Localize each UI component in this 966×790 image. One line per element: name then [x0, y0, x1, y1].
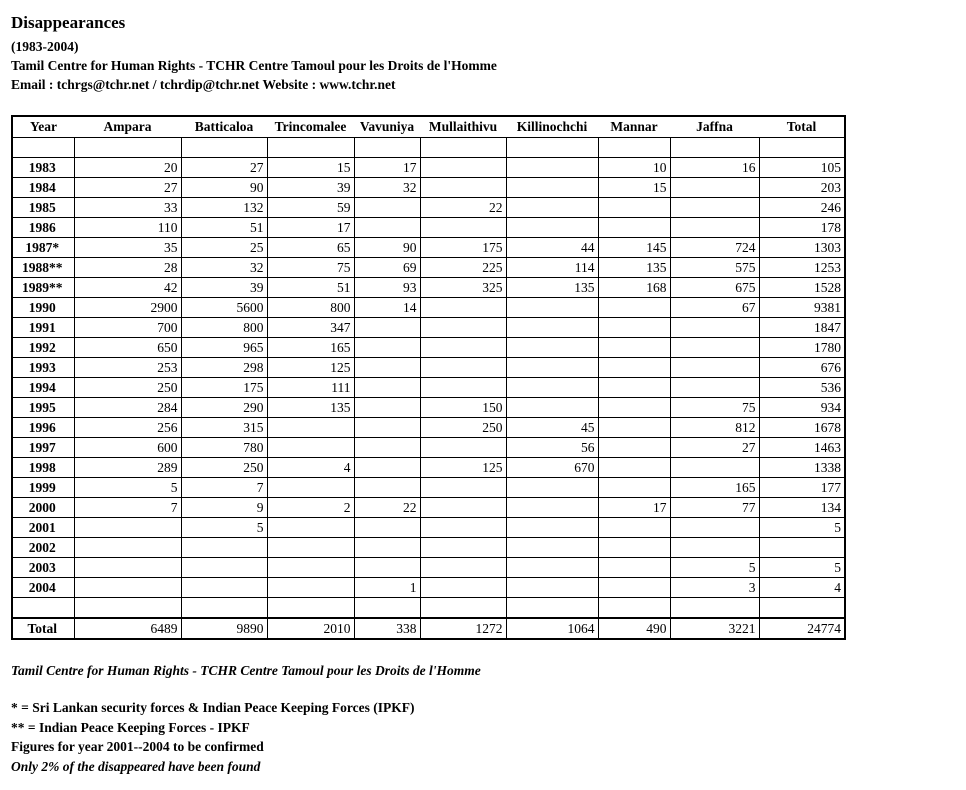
value-cell	[506, 298, 598, 318]
value-cell	[598, 558, 670, 578]
value-cell	[506, 198, 598, 218]
value-cell	[420, 298, 506, 318]
column-header: Vavuniya	[354, 116, 420, 138]
value-cell	[598, 318, 670, 338]
value-cell	[506, 558, 598, 578]
value-cell: 105	[759, 158, 845, 178]
year-cell: 1994	[12, 378, 74, 398]
value-cell: 17	[267, 218, 354, 238]
column-header: Trincomalee	[267, 116, 354, 138]
table-row	[12, 438, 845, 458]
value-cell: 9890	[181, 618, 267, 639]
value-cell: 490	[598, 618, 670, 639]
value-cell	[598, 478, 670, 498]
value-cell: 284	[74, 398, 181, 418]
value-cell	[598, 518, 670, 538]
value-cell: 39	[181, 278, 267, 298]
table-row	[12, 398, 845, 418]
value-cell: 800	[181, 318, 267, 338]
value-cell: 256	[74, 418, 181, 438]
value-cell: 90	[354, 238, 420, 258]
value-cell: 145	[598, 238, 670, 258]
value-cell	[420, 538, 506, 558]
spacer-cell	[420, 138, 506, 158]
value-cell: 165	[670, 478, 759, 498]
value-cell: 132	[181, 198, 267, 218]
value-cell: 75	[670, 398, 759, 418]
value-cell	[267, 478, 354, 498]
value-cell	[420, 478, 506, 498]
value-cell: 15	[598, 178, 670, 198]
value-cell	[420, 318, 506, 338]
value-cell: 150	[420, 398, 506, 418]
value-cell: 10	[598, 158, 670, 178]
value-cell	[354, 318, 420, 338]
value-cell: 1253	[759, 258, 845, 278]
year-cell: 1987*	[12, 238, 74, 258]
value-cell: 289	[74, 458, 181, 478]
value-cell	[354, 518, 420, 538]
value-cell: 203	[759, 178, 845, 198]
year-cell: 1985	[12, 198, 74, 218]
value-cell	[670, 178, 759, 198]
value-cell	[420, 378, 506, 398]
value-cell	[354, 198, 420, 218]
value-cell	[420, 338, 506, 358]
spacer-cell	[12, 138, 74, 158]
value-cell	[670, 518, 759, 538]
value-cell	[420, 518, 506, 538]
value-cell	[670, 218, 759, 238]
value-cell: 253	[74, 358, 181, 378]
value-cell: 2010	[267, 618, 354, 639]
value-cell: 575	[670, 258, 759, 278]
table-row	[12, 418, 845, 438]
value-cell: 1303	[759, 238, 845, 258]
value-cell	[598, 358, 670, 378]
spacer-cell	[267, 598, 354, 619]
value-cell: 27	[670, 438, 759, 458]
spacer-cell	[420, 598, 506, 619]
value-cell	[598, 298, 670, 318]
spacer-cell	[759, 138, 845, 158]
spacer-cell	[759, 598, 845, 619]
value-cell: 1064	[506, 618, 598, 639]
table-row	[12, 498, 845, 518]
value-cell	[506, 158, 598, 178]
value-cell: 20	[74, 158, 181, 178]
value-cell: 32	[181, 258, 267, 278]
organisation-line: Tamil Centre for Human Rights - TCHR Centre Tamoul pour les Droits de l'Homme	[11, 58, 497, 73]
value-cell: 24774	[759, 618, 845, 639]
value-cell	[506, 478, 598, 498]
value-cell: 3221	[670, 618, 759, 639]
table-row	[12, 178, 845, 198]
year-cell: 1991	[12, 318, 74, 338]
value-cell: 90	[181, 178, 267, 198]
value-cell	[598, 418, 670, 438]
value-cell: 27	[74, 178, 181, 198]
value-cell: 27	[181, 158, 267, 178]
total-label-cell: Total	[12, 618, 74, 639]
spacer-cell	[74, 598, 181, 619]
value-cell	[506, 578, 598, 598]
table-row	[12, 518, 845, 538]
value-cell: 1780	[759, 338, 845, 358]
footer-note: * = Sri Lankan security forces & Indian Peace Keeping Forces (IPKF)	[11, 700, 415, 715]
spacer-cell	[598, 598, 670, 619]
year-cell: 1988**	[12, 258, 74, 278]
page-title: Disappearances	[11, 13, 126, 32]
value-cell	[354, 218, 420, 238]
value-cell: 33	[74, 198, 181, 218]
spacer-cell	[12, 598, 74, 619]
disappearances-table	[11, 115, 846, 640]
value-cell	[181, 558, 267, 578]
spacer-cell	[506, 138, 598, 158]
value-cell: 135	[267, 398, 354, 418]
value-cell	[354, 478, 420, 498]
spacer-cell	[670, 138, 759, 158]
value-cell	[267, 418, 354, 438]
value-cell: 22	[354, 498, 420, 518]
table-row	[12, 298, 845, 318]
date-range: (1983-2004)	[11, 39, 79, 54]
value-cell: 44	[506, 238, 598, 258]
value-cell	[506, 218, 598, 238]
footer-note: Only 2% of the disappeared have been found	[11, 758, 261, 774]
spacer-cell	[598, 138, 670, 158]
spacer-cell	[267, 138, 354, 158]
value-cell: 800	[267, 298, 354, 318]
year-cell: 1983	[12, 158, 74, 178]
value-cell	[598, 438, 670, 458]
value-cell: 3	[670, 578, 759, 598]
value-cell	[506, 378, 598, 398]
value-cell: 28	[74, 258, 181, 278]
value-cell	[670, 458, 759, 478]
value-cell	[670, 358, 759, 378]
value-cell	[598, 538, 670, 558]
year-cell: 1996	[12, 418, 74, 438]
value-cell: 75	[267, 258, 354, 278]
year-cell: 1999	[12, 478, 74, 498]
value-cell: 536	[759, 378, 845, 398]
value-cell	[420, 498, 506, 518]
value-cell	[506, 318, 598, 338]
value-cell	[598, 578, 670, 598]
value-cell: 7	[74, 498, 181, 518]
value-cell	[506, 398, 598, 418]
value-cell: 165	[267, 338, 354, 358]
table-row	[12, 258, 845, 278]
value-cell: 56	[506, 438, 598, 458]
table-row	[12, 558, 845, 578]
column-header: Total	[759, 116, 845, 138]
value-cell: 676	[759, 358, 845, 378]
value-cell: 5	[670, 558, 759, 578]
year-cell: 2002	[12, 538, 74, 558]
value-cell	[354, 418, 420, 438]
year-cell: 2004	[12, 578, 74, 598]
value-cell	[506, 498, 598, 518]
table-row	[12, 538, 845, 558]
value-cell: 5	[759, 518, 845, 538]
table-body	[12, 138, 845, 640]
value-cell: 5600	[181, 298, 267, 318]
value-cell	[506, 538, 598, 558]
value-cell: 35	[74, 238, 181, 258]
value-cell: 135	[598, 258, 670, 278]
value-cell: 5	[181, 518, 267, 538]
table-row	[12, 478, 845, 498]
value-cell: 4	[267, 458, 354, 478]
value-cell: 17	[354, 158, 420, 178]
value-cell: 225	[420, 258, 506, 278]
year-cell: 1984	[12, 178, 74, 198]
value-cell	[420, 578, 506, 598]
value-cell	[420, 178, 506, 198]
year-cell: 1998	[12, 458, 74, 478]
value-cell	[670, 378, 759, 398]
value-cell: 1678	[759, 418, 845, 438]
year-cell: 1997	[12, 438, 74, 458]
value-cell	[759, 538, 845, 558]
value-cell: 724	[670, 238, 759, 258]
value-cell	[74, 518, 181, 538]
value-cell: 1338	[759, 458, 845, 478]
value-cell	[267, 558, 354, 578]
value-cell	[181, 538, 267, 558]
spacer-cell	[181, 598, 267, 619]
spacer-cell	[354, 138, 420, 158]
value-cell: 600	[74, 438, 181, 458]
value-cell: 168	[598, 278, 670, 298]
value-cell: 125	[267, 358, 354, 378]
value-cell	[506, 178, 598, 198]
spacer-row	[12, 138, 845, 158]
value-cell: 1847	[759, 318, 845, 338]
value-cell: 812	[670, 418, 759, 438]
value-cell: 67	[670, 298, 759, 318]
column-header: Mannar	[598, 116, 670, 138]
table-row	[12, 218, 845, 238]
value-cell: 32	[354, 178, 420, 198]
value-cell: 5	[759, 558, 845, 578]
year-cell: 2001	[12, 518, 74, 538]
value-cell: 9381	[759, 298, 845, 318]
value-cell: 250	[420, 418, 506, 438]
value-cell: 59	[267, 198, 354, 218]
value-cell: 246	[759, 198, 845, 218]
value-cell	[74, 558, 181, 578]
table-row	[12, 318, 845, 338]
value-cell: 675	[670, 278, 759, 298]
year-cell: 1995	[12, 398, 74, 418]
year-cell: 1992	[12, 338, 74, 358]
value-cell: 338	[354, 618, 420, 639]
value-cell	[420, 158, 506, 178]
value-cell: 250	[74, 378, 181, 398]
value-cell: 93	[354, 278, 420, 298]
value-cell: 347	[267, 318, 354, 338]
value-cell: 175	[420, 238, 506, 258]
value-cell: 45	[506, 418, 598, 438]
value-cell	[420, 218, 506, 238]
column-header: Killinochchi	[506, 116, 598, 138]
column-header: Jaffna	[670, 116, 759, 138]
value-cell: 6489	[74, 618, 181, 639]
value-cell	[506, 358, 598, 378]
value-cell	[506, 338, 598, 358]
value-cell: 2900	[74, 298, 181, 318]
value-cell	[670, 198, 759, 218]
value-cell: 1	[354, 578, 420, 598]
table-row	[12, 158, 845, 178]
value-cell: 77	[670, 498, 759, 518]
value-cell	[670, 318, 759, 338]
value-cell: 670	[506, 458, 598, 478]
column-header: Batticaloa	[181, 116, 267, 138]
value-cell	[354, 338, 420, 358]
value-cell	[420, 558, 506, 578]
value-cell	[181, 578, 267, 598]
value-cell: 15	[267, 158, 354, 178]
contact-line: Email : tchrgs@tchr.net / tchrdip@tchr.net Website : www.tchr.net	[11, 77, 396, 92]
value-cell: 1463	[759, 438, 845, 458]
year-cell: 2003	[12, 558, 74, 578]
value-cell	[267, 538, 354, 558]
value-cell: 178	[759, 218, 845, 238]
value-cell	[598, 458, 670, 478]
value-cell	[354, 558, 420, 578]
value-cell: 17	[598, 498, 670, 518]
table-row	[12, 278, 845, 298]
value-cell: 22	[420, 198, 506, 218]
value-cell	[267, 518, 354, 538]
value-cell: 42	[74, 278, 181, 298]
value-cell	[598, 218, 670, 238]
table-row	[12, 358, 845, 378]
value-cell	[267, 578, 354, 598]
value-cell	[598, 378, 670, 398]
value-cell: 1272	[420, 618, 506, 639]
table-row	[12, 578, 845, 598]
footer-note: ** = Indian Peace Keeping Forces - IPKF	[11, 719, 250, 735]
value-cell	[506, 518, 598, 538]
spacer-cell	[354, 598, 420, 619]
table-header-row	[12, 116, 845, 138]
value-cell	[354, 438, 420, 458]
value-cell	[420, 438, 506, 458]
spacer-cell	[74, 138, 181, 158]
value-cell	[420, 358, 506, 378]
value-cell: 290	[181, 398, 267, 418]
spacer-cell	[670, 598, 759, 619]
value-cell: 175	[181, 378, 267, 398]
footer-note: Figures for year 2001--2004 to be confirmed	[11, 739, 264, 754]
value-cell	[74, 578, 181, 598]
value-cell	[354, 398, 420, 418]
value-cell: 934	[759, 398, 845, 418]
value-cell: 51	[181, 218, 267, 238]
value-cell	[74, 538, 181, 558]
value-cell: 4	[759, 578, 845, 598]
value-cell: 315	[181, 418, 267, 438]
table-row	[12, 378, 845, 398]
value-cell: 125	[420, 458, 506, 478]
value-cell	[598, 198, 670, 218]
value-cell: 16	[670, 158, 759, 178]
value-cell: 177	[759, 478, 845, 498]
value-cell: 69	[354, 258, 420, 278]
value-cell: 965	[181, 338, 267, 358]
year-cell: 1993	[12, 358, 74, 378]
value-cell: 114	[506, 258, 598, 278]
value-cell	[670, 338, 759, 358]
value-cell: 134	[759, 498, 845, 518]
value-cell: 111	[267, 378, 354, 398]
table-row	[12, 458, 845, 478]
footer-organisation-line: Tamil Centre for Human Rights - TCHR Centre Tamoul pour les Droits de l'Homme	[11, 663, 481, 678]
value-cell	[354, 458, 420, 478]
spacer-row	[12, 598, 845, 619]
value-cell: 250	[181, 458, 267, 478]
spacer-cell	[181, 138, 267, 158]
value-cell	[598, 338, 670, 358]
value-cell: 325	[420, 278, 506, 298]
value-cell: 110	[74, 218, 181, 238]
table-row	[12, 198, 845, 218]
value-cell: 9	[181, 498, 267, 518]
year-cell: 2000	[12, 498, 74, 518]
value-cell: 298	[181, 358, 267, 378]
value-cell: 700	[74, 318, 181, 338]
table-row	[12, 238, 845, 258]
value-cell	[354, 378, 420, 398]
year-cell: 1990	[12, 298, 74, 318]
value-cell: 65	[267, 238, 354, 258]
table-row	[12, 338, 845, 358]
value-cell	[354, 358, 420, 378]
column-header: Mullaithivu	[420, 116, 506, 138]
value-cell: 780	[181, 438, 267, 458]
year-cell: 1989**	[12, 278, 74, 298]
column-header: Ampara	[74, 116, 181, 138]
value-cell: 5	[74, 478, 181, 498]
value-cell: 51	[267, 278, 354, 298]
value-cell: 135	[506, 278, 598, 298]
value-cell: 25	[181, 238, 267, 258]
value-cell: 14	[354, 298, 420, 318]
value-cell	[267, 438, 354, 458]
column-header: Year	[12, 116, 74, 138]
value-cell: 1528	[759, 278, 845, 298]
value-cell: 39	[267, 178, 354, 198]
footer-notes	[11, 698, 956, 776]
value-cell: 7	[181, 478, 267, 498]
value-cell	[354, 538, 420, 558]
value-cell	[598, 398, 670, 418]
value-cell: 650	[74, 338, 181, 358]
year-cell: 1986	[12, 218, 74, 238]
total-row	[12, 618, 845, 639]
value-cell: 2	[267, 498, 354, 518]
spacer-cell	[506, 598, 598, 619]
value-cell	[670, 538, 759, 558]
